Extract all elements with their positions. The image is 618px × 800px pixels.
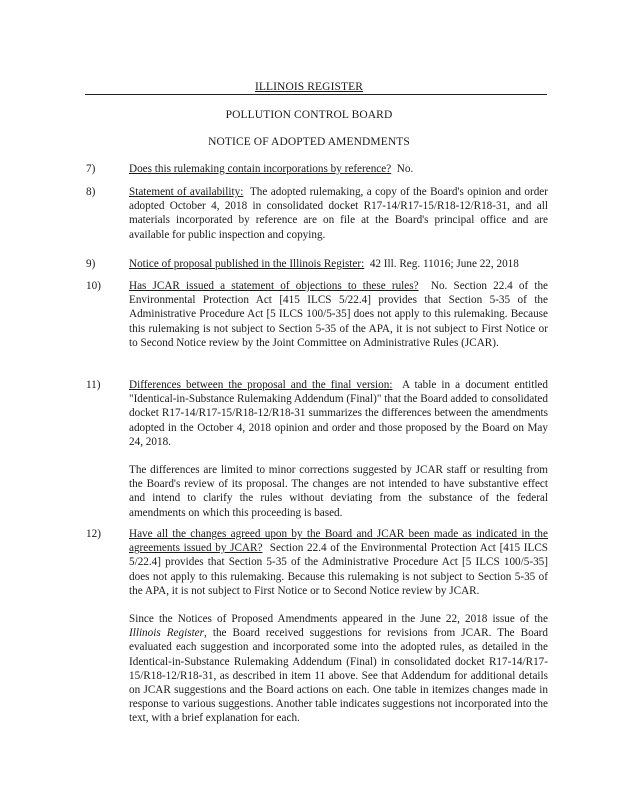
item-11	[86, 378, 548, 520]
item-number: 10)	[86, 280, 101, 292]
publication-name: Illinois Register	[129, 627, 205, 640]
item-number: 8)	[86, 186, 96, 198]
header-rule	[85, 94, 547, 95]
item-12	[86, 527, 548, 726]
item-number: 12)	[86, 528, 101, 540]
item-7	[86, 162, 548, 176]
item-question: Does this rulemaking contain incorporations by reference?	[129, 163, 392, 175]
item-question: Statement of availability:	[129, 186, 244, 198]
item-9	[86, 257, 548, 271]
item-10	[86, 279, 548, 350]
item-question: Notice of proposal published in the Illinois Register:	[129, 258, 365, 270]
item-paragraph	[129, 612, 548, 726]
item-answer: A table in a document entitled "Identical-in-Substance Rulemaking Addendum (Final)" that the Board added to consolidated docket R17-14/R17-15/R18-12/R18-31 summarizes the differences between the amendments adopted in the October 4, 2018 opinion and order and those proposed by the Board on May 24, 2018.	[129, 379, 548, 448]
paragraph-text: Since the Notices of Proposed Amendments appeared in the June 22, 2018 issue of the	[129, 613, 548, 626]
item-answer: No.	[396, 163, 414, 175]
item-number: 11)	[86, 379, 101, 391]
item-answer: The adopted rulemaking, a copy of the Board's opinion and order adopted October 4, 2018 in consolidated docket R17-14/R17-15/R18-12/R18-31, and all materials incorporated by reference are on file at the Board's principal office and are available for public inspection and copying.	[129, 186, 548, 241]
item-number: 7)	[86, 163, 96, 175]
item-question: Has JCAR issued a statement of objections to these rules?	[129, 280, 419, 292]
item-answer: Section 22.4 of the Environmental Protection Act [415 ILCS 5/22.4] provides that Section 5-35 of the Administrative Procedure Act [5 ILCS 100/5-35] does not apply to this rulemaking. Because this rulemaking is not subject to Section 5-35 of the APA, it is not subject to First Notice or to Second Notice review by JCAR.	[129, 542, 549, 597]
register-title: ILLINOIS REGISTER	[254, 81, 364, 93]
notice-title: NOTICE OF ADOPTED AMENDMENTS	[208, 136, 410, 148]
item-answer: 42 Ill. Reg. 11016; June 22, 2018	[369, 258, 519, 270]
agency-name: POLLUTION CONTROL BOARD	[225, 109, 393, 121]
item-paragraph: The differences are limited to minor corrections suggested by JCAR staff or resulting from the Board's review of its proposal. The changes are not intended to have substantive effect and intend to clarify the rules without deviating from the substance of the federal amendments on which this proceeding is based.	[129, 464, 548, 519]
item-question: Differences between the proposal and the final version:	[129, 379, 393, 391]
item-question: Have all the changes agreed upon by the Board and JCAR been made as indicated in the agreements issued by JCAR?	[129, 528, 548, 555]
item-answer: No. Section 22.4 of the Environmental Protection Act [415 ILCS 5/22.4] provides that Section 5-35 of the Administrative Procedure Act [5 ILCS 100/5-35] does not apply to this rulemaking. Because this rulemaking is not subject to Section 5-35 of the APA, it is not subject to First Notice or to Second Notice review by the Joint Committee on Administrative Rules (JCAR).	[129, 280, 549, 349]
item-number: 9)	[86, 258, 96, 270]
item-8	[86, 185, 548, 242]
paragraph-text: , the Board received suggestions for revisions from JCAR. The Board evaluated each suggestion and incorporated some into the adopted rules, as detailed in the Identical-in-Substance Rulemaking Addendum (Final) in consolidated docket R17-14/R17-15/R18-12/R18-31, as described in item 11 above. See that Addendum for additional details on JCAR suggestions and the Board actions on each. One table in itemizes changes made in response to various suggestions. Another table indicates suggestions not incorporated into the text, with a brief explanation for each.	[129, 627, 549, 725]
